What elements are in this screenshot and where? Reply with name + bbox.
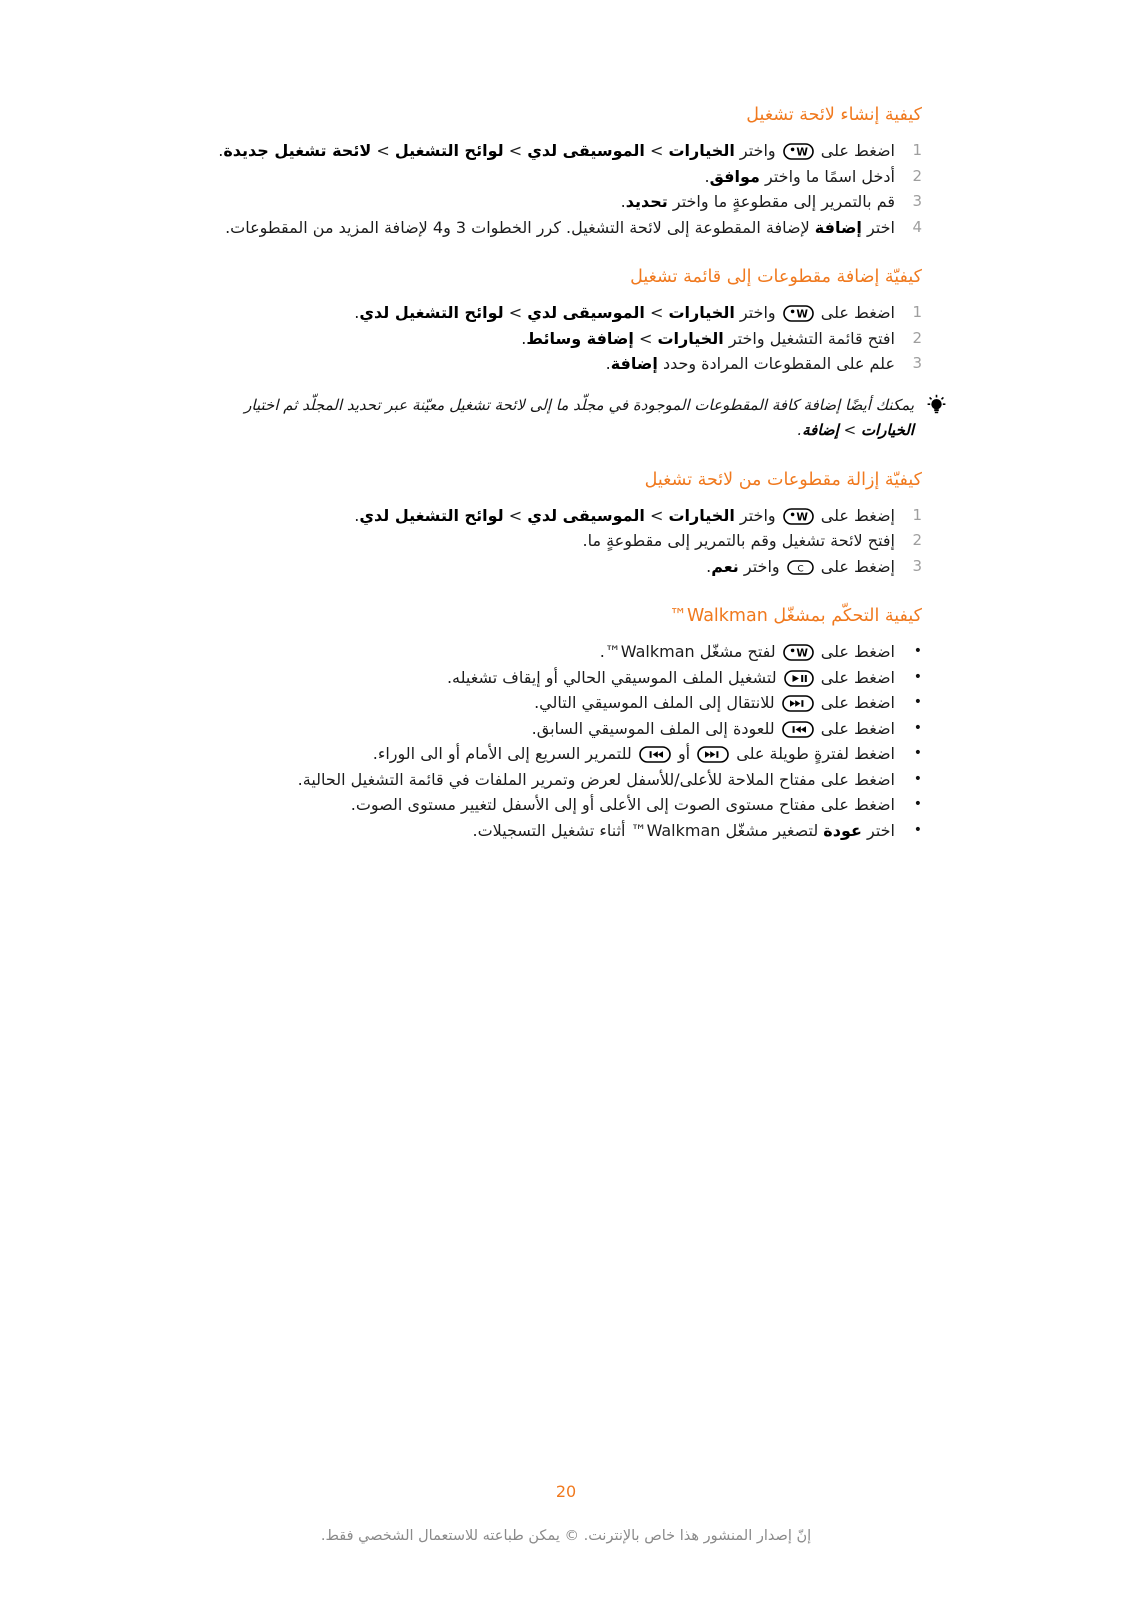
body-text: >: [838, 420, 861, 439]
bullet-dot: •: [913, 668, 922, 685]
body-text: >: [503, 141, 528, 160]
menu-path-item: الخيارات: [657, 328, 724, 348]
body-text: إضغط على: [815, 556, 895, 576]
body-text: اضغط على: [815, 667, 895, 687]
walkman-key-icon: [783, 143, 814, 160]
body-text: قم بالتمرير إلى مقطوعةٍ ما واختر: [667, 192, 895, 211]
body-text: >: [371, 141, 395, 160]
body-text: .: [704, 166, 710, 186]
tip-icon-slot: [923, 394, 950, 443]
body-text: >: [644, 505, 669, 525]
item-text: [208, 189, 895, 215]
menu-path-item: الموسيقى لدي: [527, 505, 645, 525]
bullet-dot: •: [913, 770, 922, 787]
menu-path-item: عودة: [823, 820, 862, 840]
item-number: 2: [912, 531, 922, 549]
item-number: 1: [912, 505, 922, 524]
body-text: اضغط على: [815, 141, 895, 160]
body-text: .: [521, 328, 527, 348]
item-text: [208, 741, 895, 767]
bullet-dot: •: [913, 745, 922, 761]
body-text: >: [503, 505, 528, 525]
body-text: واختر: [734, 505, 781, 525]
section-remove-tracks: [208, 469, 922, 580]
page-content: [208, 104, 922, 843]
page-number: 20: [555, 1482, 577, 1501]
previous-key-icon: [782, 721, 814, 738]
body-text: واختر: [734, 303, 781, 322]
list-item: [208, 792, 922, 818]
menu-path-item: لوائح التشغيل: [394, 141, 504, 160]
item-text: [208, 665, 895, 691]
body-text: يمكنك أيضًا إضافة كافة المقطوعات الموجودة في مجلّد ما إلى لائحة تشغيل معيّنة عبر تحديد المجلّد ثم اختيار: [244, 395, 914, 414]
list-item: [208, 767, 922, 793]
body-text: اضغط على: [815, 693, 895, 712]
body-text: اضغط على مفتاح الملاحة للأعلى/للأسفل لعرض وتمرير الملفات في قائمة التشغيل الحالية.: [297, 769, 895, 789]
item-text: [208, 767, 895, 793]
item-text: [208, 554, 895, 580]
body-text: .: [218, 141, 224, 160]
item-text: [208, 503, 895, 529]
item-text: [208, 138, 895, 164]
svg-text:C: C: [797, 563, 804, 574]
item-number: 4: [912, 217, 922, 236]
item-text: [208, 528, 895, 554]
body-text: .: [605, 354, 611, 373]
body-text: >: [644, 141, 669, 160]
body-text: أو: [672, 744, 696, 763]
body-text: >: [633, 328, 658, 348]
item-text: [208, 351, 895, 377]
body-text: .: [354, 505, 360, 525]
previous-key-icon: [639, 746, 671, 763]
menu-path-item: إضافة: [802, 420, 839, 439]
section-title: كيفية إنشاء لائحة تشغيل: [746, 105, 922, 125]
item-number: 3: [912, 354, 922, 372]
list-item: [208, 300, 922, 326]
list-item: [208, 818, 922, 844]
list-item: [208, 716, 922, 742]
item-text: [208, 818, 895, 844]
svg-text:W: W: [796, 511, 808, 524]
body-text: أدخل اسمًا ما واختر: [759, 166, 895, 186]
body-text: للتمرير السريع إلى الأمام أو الى الوراء.: [372, 744, 637, 763]
svg-text:W: W: [796, 146, 808, 159]
item-number: 1: [912, 303, 922, 321]
walkman-key-icon: [783, 305, 814, 322]
body-text: .: [706, 556, 712, 576]
list-item: [208, 741, 922, 767]
section-control-player: [208, 605, 922, 843]
menu-path-item: نعم: [711, 556, 739, 576]
body-text: لإضافة المقطوعة إلى لائحة التشغيل. كرر الخطوات 3 و4 لإضافة المزيد من المقطوعات.: [225, 217, 815, 237]
item-number: 1: [912, 141, 922, 159]
body-text: واختر: [738, 556, 785, 576]
section-title: كيفية التحكّم بمشغّل Walkman™: [669, 606, 922, 626]
body-text: إضغط على: [815, 505, 895, 525]
section-list: [208, 503, 922, 580]
body-text: اضغط على مفتاح مستوى الصوت إلى الأعلى أو إلى الأسفل لتغيير مستوى الصوت.: [350, 795, 895, 814]
bullet-dot: •: [913, 643, 922, 659]
item-text: [208, 690, 895, 716]
list-item: [208, 690, 922, 716]
menu-path-item: الموسيقى لدي: [527, 303, 645, 322]
body-text: .: [354, 303, 360, 322]
menu-path-item: الخيارات: [668, 505, 735, 525]
body-text: واختر: [734, 141, 781, 160]
c-key-icon: [787, 560, 814, 576]
item-text: [208, 792, 895, 818]
next-key-icon: [697, 746, 729, 763]
body-text: لتشغيل الملف الموسيقي الحالي أو إيقاف تشغيله.: [446, 667, 782, 687]
list-item: [208, 138, 922, 164]
section-list: [208, 639, 922, 843]
section-add-tracks: [208, 266, 922, 377]
section-title: كيفيّة إزالة مقطوعات من لائحة تشغيل: [644, 469, 922, 490]
body-text: اضغط على: [815, 642, 895, 661]
item-text: [208, 300, 895, 326]
menu-path-item: إضافة: [814, 217, 862, 237]
item-number: 3: [912, 192, 922, 210]
section-create-playlist: [208, 104, 922, 240]
item-number: 2: [912, 328, 922, 347]
body-text: .: [797, 420, 803, 439]
lightbulb-icon: [925, 394, 948, 418]
menu-path-item: إضافة وسائط: [526, 328, 634, 348]
body-text: >: [503, 303, 528, 322]
item-number: 3: [912, 556, 922, 575]
menu-path-item: الخيارات: [860, 420, 914, 439]
svg-text:W: W: [796, 647, 808, 660]
list-item: [208, 351, 922, 377]
menu-path-item: تحديد: [625, 192, 668, 211]
tip-note: [208, 393, 950, 443]
body-text: اختر: [861, 217, 895, 237]
footer-legal-text: إنّ إصدار المنشور هذا خاص بالإنترنت. © يمكن طباعته للاستعمال الشخصي فقط.: [320, 1528, 812, 1544]
item-text: [208, 215, 895, 241]
body-text: لتصغير مشغّل Walkman™ أثناء تشغيل التسجيلات.: [472, 820, 824, 840]
menu-path-item: الخيارات: [668, 303, 735, 322]
svg-text:W: W: [796, 308, 808, 321]
body-text: للعودة إلى الملف الموسيقي السابق.: [531, 718, 780, 738]
body-text: اختر: [861, 820, 895, 840]
walkman-key-icon: [783, 644, 814, 661]
section-title: كيفيّة إضافة مقطوعات إلى قائمة تشغيل: [630, 267, 922, 287]
list-item: [208, 665, 922, 691]
bullet-dot: •: [913, 719, 922, 736]
list-item: [208, 639, 922, 665]
body-text: إفتح لائحة تشغيل وقم بالتمرير إلى مقطوعةٍ ما.: [582, 531, 895, 550]
next-key-icon: [782, 695, 814, 712]
body-text: >: [644, 303, 669, 322]
item-text: [208, 326, 895, 352]
body-text: اضغط لفترةٍ طويلة على: [731, 744, 895, 763]
body-text: اضغط على: [815, 303, 895, 322]
menu-path-item: لوائح التشغيل لدي: [359, 303, 504, 322]
item-text: [208, 164, 895, 190]
menu-path-item: الموسيقى لدي: [527, 141, 645, 160]
play-pause-key-icon: [784, 670, 814, 687]
body-text: للانتقال إلى الملف الموسيقي التالي.: [534, 693, 780, 712]
menu-path-item: لائحة تشغيل جديدة: [223, 141, 372, 160]
item-number: 2: [912, 166, 922, 185]
menu-path-item: الخيارات: [668, 141, 735, 160]
body-text: .: [620, 192, 626, 211]
body-text: لفتح مشغّل Walkman™.: [599, 642, 781, 661]
bullet-dot: •: [913, 694, 922, 710]
bullet-dot: •: [913, 821, 922, 838]
list-item: [208, 189, 922, 215]
section-list: [208, 138, 922, 240]
menu-path-item: لوائح التشغيل لدي: [359, 505, 504, 525]
list-item: [208, 554, 922, 580]
section-list: [208, 300, 922, 377]
item-text: [208, 716, 895, 742]
tip-text: [208, 393, 914, 443]
bullet-dot: •: [913, 796, 922, 812]
body-text: علم على المقطوعات المرادة وحدد: [657, 354, 895, 373]
body-text: اضغط على: [815, 718, 895, 738]
menu-path-item: موافق: [709, 166, 760, 186]
list-item: [208, 326, 922, 352]
list-item: [208, 164, 922, 190]
list-item: [208, 503, 922, 529]
list-item: [208, 215, 922, 241]
body-text: افتح قائمة التشغيل واختر: [723, 328, 895, 348]
menu-path-item: إضافة: [610, 354, 658, 373]
item-text: [208, 639, 895, 665]
list-item: [208, 528, 922, 554]
walkman-key-icon: [783, 508, 814, 525]
